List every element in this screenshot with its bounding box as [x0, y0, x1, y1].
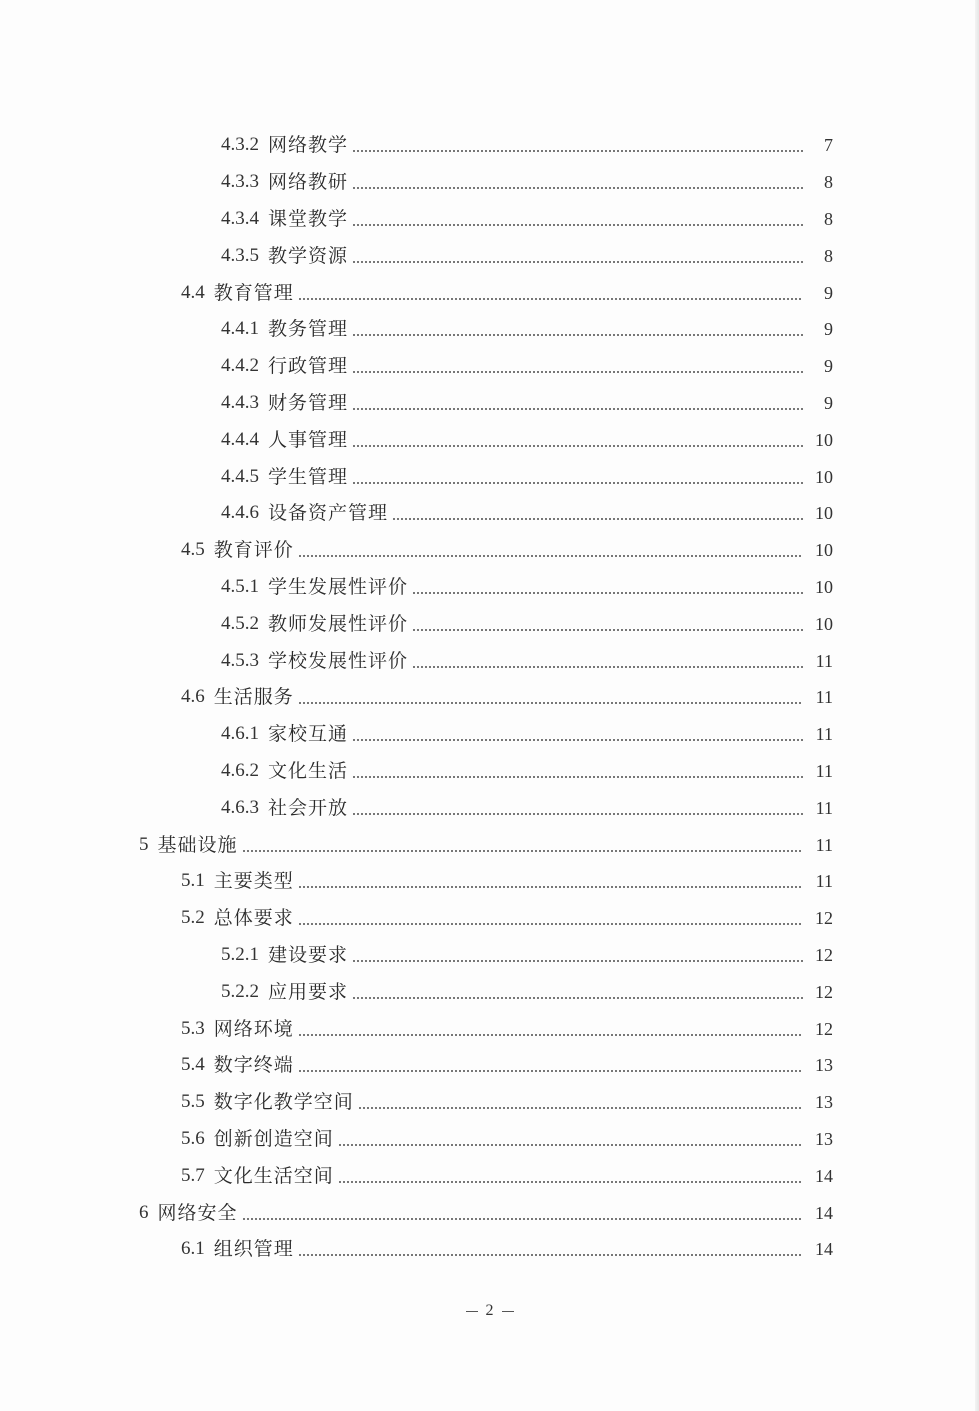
toc-entry-number: 4.3.5	[221, 244, 259, 266]
toc-entry-number: 5.1	[181, 870, 205, 892]
toc-entry-number: 4.6.2	[221, 759, 259, 781]
toc-entry[interactable]	[0, 201, 979, 238]
toc-entry-number: 4.3.4	[221, 207, 259, 229]
toc-entry-title: 建设要求	[268, 943, 349, 966]
scan-edge-shadow	[975, 0, 979, 1411]
toc-entry[interactable]	[0, 1047, 979, 1084]
toc-entry-number: 5.6	[181, 1127, 205, 1149]
toc-entry[interactable]	[0, 569, 979, 606]
toc-entry[interactable]	[0, 1084, 979, 1121]
toc-entry-page: 10	[815, 503, 833, 524]
toc-entry[interactable]	[0, 532, 979, 569]
toc-entry-number: 4.6	[181, 686, 205, 708]
toc-leader-dots	[352, 371, 803, 373]
toc-entry-title: 课堂教学	[268, 207, 349, 230]
toc-entry-page: 11	[815, 687, 833, 708]
toc-leader-dots	[298, 298, 803, 300]
toc-entry-title: 学校发展性评价	[268, 649, 409, 672]
table-of-contents	[0, 127, 979, 1268]
toc-entry-title: 文化生活空间	[213, 1164, 334, 1187]
toc-entry[interactable]	[0, 1157, 979, 1194]
toc-entry-page: 14	[815, 1239, 833, 1260]
toc-leader-dots	[242, 1218, 803, 1220]
toc-leader-dots	[412, 592, 803, 594]
toc-leader-dots	[352, 261, 803, 263]
toc-entry-page: 10	[815, 613, 833, 634]
toc-entry-number: 4.4.5	[221, 465, 259, 487]
toc-entry-page: 11	[815, 834, 833, 855]
toc-entry-page: 8	[824, 172, 833, 193]
toc-leader-dots	[352, 187, 803, 189]
toc-leader-dots	[298, 702, 803, 704]
toc-entry-number: 4.4.4	[221, 428, 259, 450]
toc-entry-number: 4.3.3	[221, 171, 259, 193]
toc-entry[interactable]	[0, 900, 979, 937]
toc-entry-page: 7	[824, 135, 833, 156]
toc-entry[interactable]	[0, 642, 979, 679]
toc-entry-page: 10	[815, 576, 833, 597]
toc-entry-title: 人事管理	[268, 428, 349, 451]
toc-leader-dots	[352, 960, 803, 962]
toc-entry-number: 4.4.1	[221, 318, 259, 340]
toc-entry-number: 5.2	[181, 907, 205, 929]
toc-entry-number: 4.4.6	[221, 502, 259, 524]
toc-leader-dots	[352, 482, 803, 484]
toc-entry-page: 13	[815, 1055, 833, 1076]
toc-entry-page: 9	[824, 356, 833, 377]
toc-entry-number: 5.7	[181, 1164, 205, 1186]
toc-entry-title: 网络安全	[157, 1201, 238, 1224]
toc-entry-page: 11	[815, 650, 833, 671]
toc-entry[interactable]	[0, 716, 979, 753]
footer-dash-left	[466, 1311, 478, 1312]
toc-entry[interactable]	[0, 495, 979, 532]
toc-entry[interactable]	[0, 1231, 979, 1268]
toc-entry-page: 8	[824, 245, 833, 266]
toc-leader-dots	[358, 1107, 803, 1109]
toc-entry-number: 4.4.2	[221, 355, 259, 377]
toc-entry-page: 9	[824, 282, 833, 303]
toc-entry-title: 教务管理	[268, 318, 349, 341]
toc-entry-page: 10	[815, 466, 833, 487]
toc-entry-title: 数字终端	[213, 1054, 294, 1077]
toc-entry-title: 家校互通	[268, 723, 349, 746]
toc-entry[interactable]	[0, 605, 979, 642]
toc-entry[interactable]	[0, 973, 979, 1010]
toc-entry[interactable]	[0, 789, 979, 826]
toc-entry[interactable]	[0, 237, 979, 274]
toc-entry-number: 5.2.1	[221, 943, 259, 965]
toc-entry[interactable]	[0, 421, 979, 458]
toc-entry-title: 教学资源	[268, 244, 349, 267]
toc-entry-number: 4.5.3	[221, 649, 259, 671]
toc-entry-title: 基础设施	[157, 833, 238, 856]
toc-entry-page: 12	[815, 908, 833, 929]
toc-entry-title: 设备资产管理	[268, 502, 389, 525]
toc-entry[interactable]	[0, 311, 979, 348]
toc-leader-dots	[412, 666, 803, 668]
toc-entry-number: 5	[139, 833, 149, 855]
toc-leader-dots	[352, 739, 803, 741]
toc-entry-title: 创新创造空间	[213, 1127, 334, 1150]
toc-entry-title: 财务管理	[268, 391, 349, 414]
toc-entry-title: 网络教研	[268, 171, 349, 194]
toc-entry[interactable]	[0, 1010, 979, 1047]
toc-leader-dots	[352, 334, 803, 336]
toc-leader-dots	[352, 224, 803, 226]
toc-entry-title: 网络教学	[268, 134, 349, 157]
toc-leader-dots	[298, 1254, 803, 1256]
toc-leader-dots	[242, 850, 803, 852]
toc-entry[interactable]	[0, 1121, 979, 1158]
toc-leader-dots	[352, 408, 803, 410]
toc-entry-page: 11	[815, 871, 833, 892]
toc-entry-title: 主要类型	[213, 870, 294, 893]
toc-entry-number: 5.4	[181, 1054, 205, 1076]
toc-entry[interactable]	[0, 863, 979, 900]
toc-leader-dots	[338, 1181, 803, 1183]
toc-entry-title: 社会开放	[268, 796, 349, 819]
toc-entry-title: 生活服务	[213, 686, 294, 709]
toc-entry-page: 11	[815, 760, 833, 781]
toc-entry-title: 文化生活	[268, 759, 349, 782]
toc-entry-number: 4.4	[181, 281, 205, 303]
toc-leader-dots	[392, 518, 803, 520]
toc-entry-number: 4.6.3	[221, 796, 259, 818]
toc-entry-page: 10	[815, 540, 833, 561]
toc-entry-page: 8	[824, 208, 833, 229]
toc-entry-title: 学生发展性评价	[268, 575, 409, 598]
toc-entry-title: 应用要求	[268, 980, 349, 1003]
toc-entry-number: 4.3.2	[221, 134, 259, 156]
toc-entry-number: 4.6.1	[221, 723, 259, 745]
toc-leader-dots	[338, 1144, 803, 1146]
toc-leader-dots	[298, 555, 803, 557]
toc-entry-page: 13	[815, 1092, 833, 1113]
page-footer	[0, 1302, 979, 1320]
toc-entry-page: 9	[824, 392, 833, 413]
toc-entry-title: 行政管理	[268, 355, 349, 378]
toc-leader-dots	[352, 776, 803, 778]
toc-entry-page: 10	[815, 429, 833, 450]
toc-entry[interactable]	[0, 274, 979, 311]
toc-leader-dots	[352, 997, 803, 999]
toc-leader-dots	[298, 1034, 803, 1036]
toc-entry[interactable]	[0, 1194, 979, 1231]
toc-entry-number: 4.5	[181, 539, 205, 561]
toc-entry-page: 12	[815, 944, 833, 965]
toc-entry-title: 学生管理	[268, 465, 349, 488]
toc-entry-title: 教育管理	[213, 281, 294, 304]
toc-entry-number: 6.1	[181, 1238, 205, 1260]
toc-leader-dots	[412, 629, 803, 631]
toc-entry-number: 6	[139, 1201, 149, 1223]
toc-leader-dots	[298, 886, 803, 888]
toc-entry-title: 教师发展性评价	[268, 612, 409, 635]
toc-entry[interactable]	[0, 127, 979, 164]
toc-entry[interactable]	[0, 348, 979, 385]
toc-entry[interactable]	[0, 826, 979, 863]
toc-entry-title: 教育评价	[213, 539, 294, 562]
toc-leader-dots	[298, 1070, 803, 1072]
toc-entry-number: 5.3	[181, 1017, 205, 1039]
page-number: 2	[485, 1302, 494, 1319]
toc-entry-number: 5.2.2	[221, 980, 259, 1002]
toc-entry[interactable]	[0, 753, 979, 790]
toc-entry-page: 11	[815, 797, 833, 818]
toc-entry-number: 4.5.1	[221, 575, 259, 597]
toc-entry-number: 5.5	[181, 1091, 205, 1113]
toc-entry[interactable]	[0, 164, 979, 201]
toc-entry-page: 11	[815, 724, 833, 745]
toc-entry-number: 4.5.2	[221, 612, 259, 634]
toc-entry-page: 12	[815, 981, 833, 1002]
toc-entry[interactable]	[0, 937, 979, 974]
toc-entry-title: 数字化教学空间	[213, 1091, 354, 1114]
toc-leader-dots	[352, 445, 803, 447]
toc-entry-title: 总体要求	[213, 907, 294, 930]
toc-entry-number: 4.4.3	[221, 391, 259, 413]
toc-entry-page: 14	[815, 1165, 833, 1186]
toc-entry[interactable]	[0, 458, 979, 495]
toc-leader-dots	[352, 150, 803, 152]
footer-dash-right	[502, 1311, 514, 1312]
toc-entry-page: 13	[815, 1128, 833, 1149]
toc-entry-page: 12	[815, 1018, 833, 1039]
toc-entry-page: 9	[824, 319, 833, 340]
toc-entry-title: 组织管理	[213, 1238, 294, 1261]
toc-entry[interactable]	[0, 385, 979, 422]
toc-leader-dots	[298, 923, 803, 925]
toc-leader-dots	[352, 813, 803, 815]
toc-entry[interactable]	[0, 679, 979, 716]
toc-entry-title: 网络环境	[213, 1017, 294, 1040]
toc-entry-page: 14	[815, 1202, 833, 1223]
